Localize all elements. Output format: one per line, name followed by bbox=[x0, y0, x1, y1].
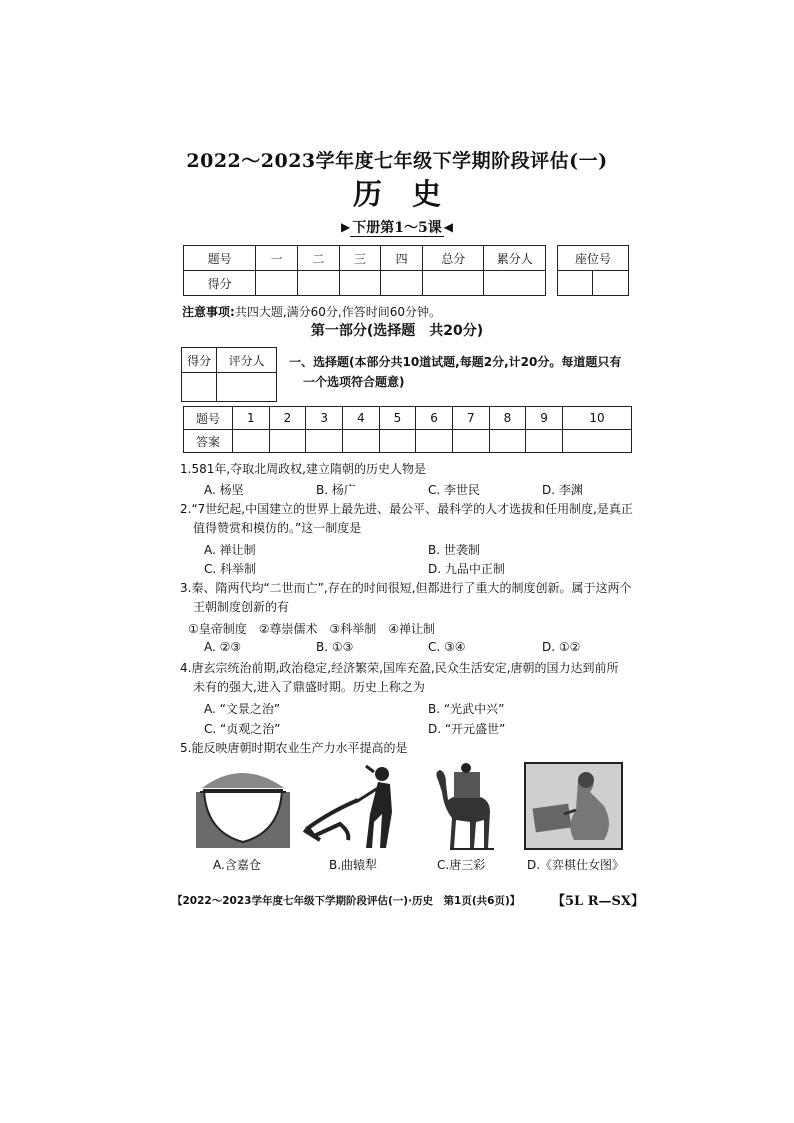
grader-score-label: 得分 bbox=[182, 348, 217, 373]
seat-table bbox=[557, 245, 629, 296]
triangle-right-icon: ▶ bbox=[341, 220, 351, 234]
score-header: 四 bbox=[381, 246, 423, 271]
score-header: 二 bbox=[298, 246, 340, 271]
answer-cell-5[interactable] bbox=[379, 430, 416, 453]
score-cell[interactable] bbox=[298, 271, 340, 296]
q5-option-a[interactable]: A.含嘉仓 bbox=[213, 858, 261, 872]
q2-option-d[interactable]: D. 九品中正制 bbox=[428, 562, 505, 576]
answer-num-1: 1 bbox=[233, 407, 270, 430]
q3-items: ①皇帝制度 ②尊崇儒术 ③科举制 ④禅让制 bbox=[188, 622, 436, 636]
part-title: 第一部分(选择题 共20分) bbox=[310, 323, 484, 339]
answer-cell-2[interactable] bbox=[269, 430, 306, 453]
q3-option-b[interactable]: B. ①③ bbox=[316, 640, 354, 654]
plough-image bbox=[300, 762, 415, 850]
score-header: 三 bbox=[339, 246, 381, 271]
answer-num-8: 8 bbox=[489, 407, 526, 430]
q1-option-b[interactable]: B. 杨广 bbox=[316, 483, 356, 497]
section1-heading bbox=[289, 352, 634, 392]
q4-option-a[interactable]: A. “文景之治” bbox=[204, 702, 281, 716]
q5-option-c[interactable]: C.唐三彩 bbox=[437, 858, 486, 872]
scope-text: 下册第1～5课 bbox=[352, 220, 442, 236]
q5-stem: 5.能反映唐朝时期农业生产力水平提高的是 bbox=[180, 741, 408, 755]
answer-num-9: 9 bbox=[526, 407, 563, 430]
seat-cell[interactable] bbox=[593, 271, 629, 296]
answer-num-2: 2 bbox=[269, 407, 306, 430]
exam-title: 2022～2023学年度七年级下学期阶段评估(一) bbox=[186, 150, 608, 172]
section1-line1: 一、选择题(本部分共10道试题,每题2分,计20分。每道题只有 bbox=[289, 355, 622, 369]
score-header: 题号 bbox=[184, 246, 256, 271]
grader-table bbox=[181, 347, 277, 402]
score-table bbox=[183, 245, 546, 296]
score-cell[interactable] bbox=[256, 271, 298, 296]
q2-option-a[interactable]: A. 禅让制 bbox=[204, 543, 256, 557]
q1-stem: 1.581年,夺取北周政权,建立隋朝的历史人物是 bbox=[180, 462, 426, 476]
section1-line2: 一个选项符合题意) bbox=[303, 375, 405, 389]
scope-label bbox=[0, 217, 794, 237]
answer-num-10: 10 bbox=[562, 407, 631, 430]
answer-cell-1[interactable] bbox=[233, 430, 270, 453]
triangle-left-icon: ◀ bbox=[443, 220, 453, 234]
q4-option-c[interactable]: C. “贞观之治” bbox=[204, 722, 281, 736]
go-player-painting-image bbox=[524, 762, 623, 850]
answer-label: 答案 bbox=[184, 430, 233, 453]
q1-option-c[interactable]: C. 李世民 bbox=[428, 483, 481, 497]
q4-option-d[interactable]: D. “开元盛世” bbox=[428, 722, 506, 736]
grader-score-cell[interactable] bbox=[182, 373, 217, 402]
granary-image bbox=[192, 762, 294, 850]
q4-stem-line1: 4.唐玄宗统治前期,政治稳定,经济繁荣,国库充盈,民众生活安定,唐朝的国力达到前所 bbox=[180, 661, 619, 675]
answer-num-label: 题号 bbox=[184, 407, 233, 430]
score-cell[interactable] bbox=[423, 271, 484, 296]
q2-stem-line1: 2.“7世纪起,中国建立的世界上最先进、最公平、最科学的人才选拔和任用制度,是真正 bbox=[180, 502, 633, 516]
q1-option-d[interactable]: D. 李渊 bbox=[542, 483, 583, 497]
q3-stem-line2: 王朝制度创新的有 bbox=[193, 600, 290, 614]
answer-num-6: 6 bbox=[416, 407, 453, 430]
answer-cell-10[interactable] bbox=[562, 430, 631, 453]
q3-option-a[interactable]: A. ②③ bbox=[204, 640, 242, 654]
answer-table bbox=[183, 406, 632, 453]
answer-num-5: 5 bbox=[379, 407, 416, 430]
score-row-label: 得分 bbox=[184, 271, 256, 296]
page-footer: 【2022～2023学年度七年级下学期阶段评估(一)·历史 第1页(共6页)】 bbox=[172, 895, 521, 907]
score-header: 总分 bbox=[423, 246, 484, 271]
seat-label: 座位号 bbox=[558, 246, 629, 271]
subject-title: 历史 bbox=[352, 177, 471, 211]
grader-label: 评分人 bbox=[217, 348, 277, 373]
notice-text: 共四大题,满分60分,作答时间60分钟。 bbox=[234, 305, 441, 319]
answer-num-3: 3 bbox=[306, 407, 343, 430]
q4-option-b[interactable]: B. “光武中兴” bbox=[428, 702, 505, 716]
answer-cell-9[interactable] bbox=[526, 430, 563, 453]
tri-colored-camel-image bbox=[430, 762, 502, 850]
q5-option-d[interactable]: D.《弈棋仕女图》 bbox=[527, 858, 625, 872]
notice-label: 注意事项: bbox=[182, 305, 235, 319]
q4-stem-line2: 未有的强大,进入了鼎盛时期。历史上称之为 bbox=[193, 680, 425, 694]
q3-option-c[interactable]: C. ③④ bbox=[428, 640, 466, 654]
seat-cell[interactable] bbox=[558, 271, 593, 296]
answer-cell-3[interactable] bbox=[306, 430, 343, 453]
q3-stem-line1: 3.秦、隋两代均“二世而亡”,存在的时间很短,但都进行了重大的制度创新。属于这两个 bbox=[180, 581, 632, 595]
answer-cell-4[interactable] bbox=[342, 430, 379, 453]
answer-cell-8[interactable] bbox=[489, 430, 526, 453]
grader-cell[interactable] bbox=[217, 373, 277, 402]
q2-option-c[interactable]: C. 科举制 bbox=[204, 562, 257, 576]
answer-num-4: 4 bbox=[342, 407, 379, 430]
q3-option-d[interactable]: D. ①② bbox=[542, 640, 581, 654]
q5-option-b[interactable]: B.曲辕犁 bbox=[329, 858, 378, 872]
q2-option-b[interactable]: B. 世袭制 bbox=[428, 543, 480, 557]
answer-cell-6[interactable] bbox=[416, 430, 453, 453]
q1-option-a[interactable]: A. 杨坚 bbox=[204, 483, 244, 497]
q2-stem-line2: 值得赞赏和模仿的。”这一制度是 bbox=[193, 521, 362, 535]
notice bbox=[182, 303, 441, 320]
score-cell[interactable] bbox=[381, 271, 423, 296]
answer-cell-7[interactable] bbox=[452, 430, 489, 453]
score-cell[interactable] bbox=[339, 271, 381, 296]
exam-code: 【5L R—SX】 bbox=[552, 894, 644, 909]
score-header: 累分人 bbox=[484, 246, 546, 271]
answer-num-7: 7 bbox=[452, 407, 489, 430]
score-cell[interactable] bbox=[484, 271, 546, 296]
score-header: 一 bbox=[256, 246, 298, 271]
